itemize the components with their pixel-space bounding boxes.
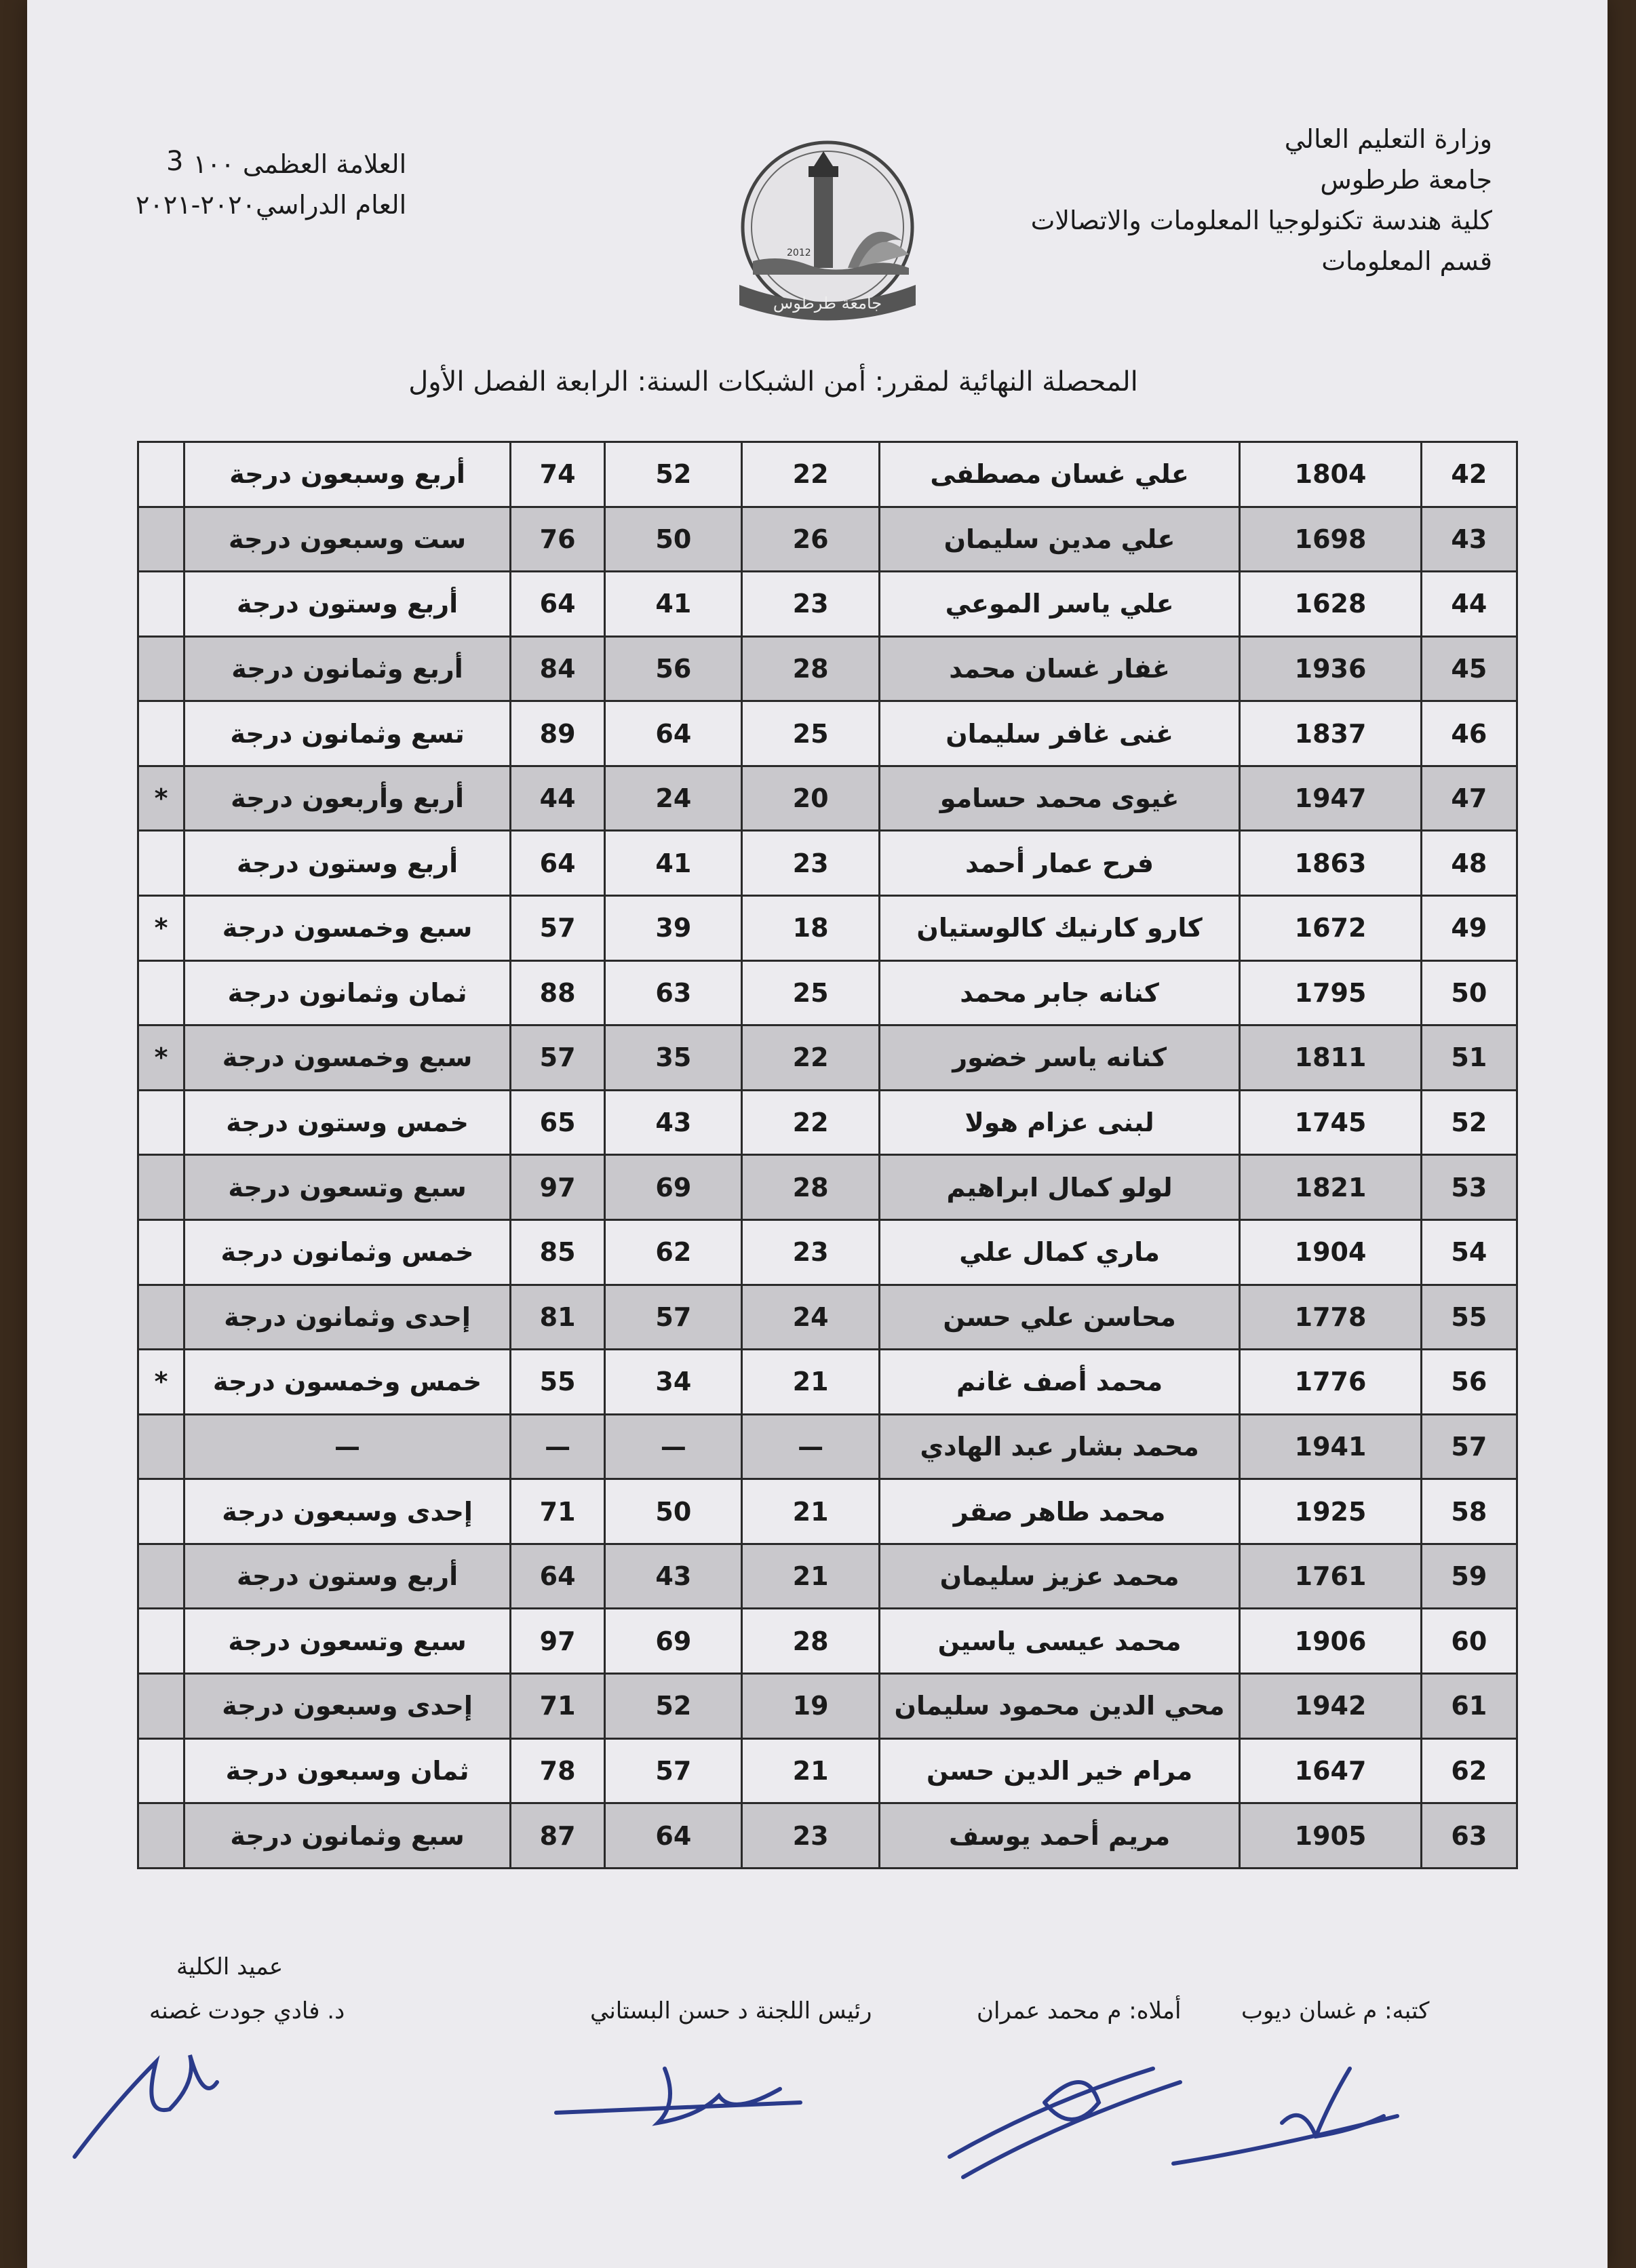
coursework-mark: 22 bbox=[742, 1025, 879, 1091]
table-row bbox=[138, 831, 1517, 896]
row-number: 59 bbox=[1421, 1544, 1517, 1609]
total-mark: 88 bbox=[510, 960, 604, 1025]
row-number: 45 bbox=[1421, 636, 1517, 701]
page-number: 3 bbox=[166, 146, 184, 177]
exam-mark: 57 bbox=[605, 1285, 742, 1350]
written-by: كتبه: م غسان ديوب bbox=[1241, 1997, 1430, 2025]
note-mark bbox=[138, 1803, 184, 1869]
student-id: 1761 bbox=[1240, 1544, 1421, 1609]
table-row bbox=[138, 1609, 1517, 1674]
row-number: 42 bbox=[1421, 442, 1517, 507]
table-row bbox=[138, 442, 1517, 507]
total-in-words: إحدى وسبعون درجة bbox=[184, 1673, 511, 1738]
exam-mark: 41 bbox=[605, 572, 742, 637]
coursework-mark: — bbox=[742, 1414, 879, 1479]
coursework-mark: 21 bbox=[742, 1479, 879, 1544]
table-row bbox=[138, 896, 1517, 961]
total-in-words: أربع وستون درجة bbox=[184, 572, 511, 637]
student-name: غنى غافر سليمان bbox=[879, 701, 1240, 766]
student-name: علي مدين سليمان bbox=[879, 507, 1240, 572]
coursework-mark: 23 bbox=[742, 1803, 879, 1869]
coursework-mark: 22 bbox=[742, 1090, 879, 1155]
total-mark: 85 bbox=[510, 1219, 604, 1285]
note-mark bbox=[138, 572, 184, 637]
total-in-words: خمس وستون درجة bbox=[184, 1090, 511, 1155]
student-name: محمد عزيز سليمان bbox=[879, 1544, 1240, 1609]
table-row bbox=[138, 572, 1517, 637]
student-id: 1795 bbox=[1240, 960, 1421, 1025]
table-row bbox=[138, 1025, 1517, 1091]
row-number: 55 bbox=[1421, 1285, 1517, 1350]
table-row bbox=[138, 1219, 1517, 1285]
total-in-words: سبع وثمانون درجة bbox=[184, 1803, 511, 1869]
total-mark: 55 bbox=[510, 1350, 604, 1415]
row-number: 49 bbox=[1421, 896, 1517, 961]
coursework-mark: 23 bbox=[742, 572, 879, 637]
exam-info bbox=[136, 144, 406, 225]
student-id: 1776 bbox=[1240, 1350, 1421, 1415]
coursework-mark: 28 bbox=[742, 1609, 879, 1674]
logo-year: 2012 bbox=[787, 248, 811, 258]
student-id: 1778 bbox=[1240, 1285, 1421, 1350]
note-mark bbox=[138, 831, 184, 896]
student-name: محاسن علي حسن bbox=[879, 1285, 1240, 1350]
note-mark bbox=[138, 701, 184, 766]
total-mark: 64 bbox=[510, 831, 604, 896]
row-number: 60 bbox=[1421, 1609, 1517, 1674]
student-id: 1647 bbox=[1240, 1738, 1421, 1803]
student-name: كنانه ياسر خضور bbox=[879, 1025, 1240, 1091]
max-mark: العلامة العظمى ١٠٠ bbox=[193, 149, 407, 179]
note-mark: * bbox=[138, 896, 184, 961]
table-row bbox=[138, 1285, 1517, 1350]
note-mark bbox=[138, 1414, 184, 1479]
note-mark bbox=[138, 507, 184, 572]
note-mark: * bbox=[138, 766, 184, 831]
total-in-words: سبع وخمسون درجة bbox=[184, 896, 511, 961]
total-in-words: إحدى وسبعون درجة bbox=[184, 1479, 511, 1544]
note-mark: * bbox=[138, 1025, 184, 1091]
exam-mark: 24 bbox=[605, 766, 742, 831]
row-number: 43 bbox=[1421, 507, 1517, 572]
university-name: جامعة طرطوس bbox=[1320, 165, 1492, 195]
note-mark: * bbox=[138, 1350, 184, 1415]
row-number: 58 bbox=[1421, 1479, 1517, 1544]
row-number: 50 bbox=[1421, 960, 1517, 1025]
coursework-mark: 25 bbox=[742, 960, 879, 1025]
row-number: 63 bbox=[1421, 1803, 1517, 1869]
total-in-words: أربع وستون درجة bbox=[184, 831, 511, 896]
row-number: 53 bbox=[1421, 1155, 1517, 1220]
total-mark: 87 bbox=[510, 1803, 604, 1869]
table-row bbox=[138, 1479, 1517, 1544]
exam-mark: 50 bbox=[605, 1479, 742, 1544]
student-name: كنانه جابر محمد bbox=[879, 960, 1240, 1025]
table-row bbox=[138, 1673, 1517, 1738]
row-number: 62 bbox=[1421, 1738, 1517, 1803]
student-name: محمد بشار عبد الهادي bbox=[879, 1414, 1240, 1479]
coursework-mark: 21 bbox=[742, 1350, 879, 1415]
row-number: 56 bbox=[1421, 1350, 1517, 1415]
student-id: 1837 bbox=[1240, 701, 1421, 766]
student-name: غفار غسان محمد bbox=[879, 636, 1240, 701]
total-in-words: سبع وخمسون درجة bbox=[184, 1025, 511, 1091]
student-name: كارو كارنيك كالوستيان bbox=[879, 896, 1240, 961]
table-row bbox=[138, 1155, 1517, 1220]
academic-year: العام الدراسي٢٠٢٠-٢٠٢١ bbox=[136, 190, 407, 220]
coursework-mark: 24 bbox=[742, 1285, 879, 1350]
student-id: 1811 bbox=[1240, 1025, 1421, 1091]
total-in-words: خمس وخمسون درجة bbox=[184, 1350, 511, 1415]
exam-mark: 41 bbox=[605, 831, 742, 896]
total-mark: 65 bbox=[510, 1090, 604, 1155]
note-mark bbox=[138, 960, 184, 1025]
exam-mark: 64 bbox=[605, 1803, 742, 1869]
coursework-mark: 21 bbox=[742, 1544, 879, 1609]
total-in-words: سبع وتسعون درجة bbox=[184, 1155, 511, 1220]
exam-mark: 62 bbox=[605, 1219, 742, 1285]
total-in-words: ثمان وسبعون درجة bbox=[184, 1738, 511, 1803]
note-mark bbox=[138, 1609, 184, 1674]
coursework-mark: 23 bbox=[742, 831, 879, 896]
student-id: 1698 bbox=[1240, 507, 1421, 572]
dean-title: عميد الكلية bbox=[176, 1953, 284, 1980]
grades-table-body bbox=[138, 442, 1517, 1869]
total-in-words: أربع وستون درجة bbox=[184, 1544, 511, 1609]
total-mark: 71 bbox=[510, 1673, 604, 1738]
table-row bbox=[138, 1544, 1517, 1609]
student-id: 1672 bbox=[1240, 896, 1421, 961]
writer-signature bbox=[1173, 2069, 1397, 2164]
university-logo bbox=[712, 139, 943, 336]
coursework-mark: 28 bbox=[742, 1155, 879, 1220]
total-in-words: أربع وثمانون درجة bbox=[184, 636, 511, 701]
coursework-mark: 22 bbox=[742, 442, 879, 507]
total-in-words: إحدى وثمانون درجة bbox=[184, 1285, 511, 1350]
student-id: 1745 bbox=[1240, 1090, 1421, 1155]
row-number: 44 bbox=[1421, 572, 1517, 637]
student-name: علي غسان مصطفى bbox=[879, 442, 1240, 507]
table-row bbox=[138, 701, 1517, 766]
student-name: مرام خير الدين حسن bbox=[879, 1738, 1240, 1803]
student-name: محمد أصف غانم bbox=[879, 1350, 1240, 1415]
table-row bbox=[138, 1414, 1517, 1479]
exam-mark: 52 bbox=[605, 442, 742, 507]
exam-mark: 56 bbox=[605, 636, 742, 701]
row-number: 57 bbox=[1421, 1414, 1517, 1479]
table-row bbox=[138, 1738, 1517, 1803]
total-in-words: أربع وسبعون درجة bbox=[184, 442, 511, 507]
total-mark: 71 bbox=[510, 1479, 604, 1544]
total-mark: 97 bbox=[510, 1609, 604, 1674]
total-mark: 57 bbox=[510, 896, 604, 961]
student-id: 1804 bbox=[1240, 442, 1421, 507]
note-mark bbox=[138, 1479, 184, 1544]
table-row bbox=[138, 507, 1517, 572]
dictated-by: أملاه: م محمد عمران bbox=[977, 1997, 1182, 2025]
exam-mark: 39 bbox=[605, 896, 742, 961]
total-mark: 97 bbox=[510, 1155, 604, 1220]
student-id: 1904 bbox=[1240, 1219, 1421, 1285]
total-mark: 64 bbox=[510, 1544, 604, 1609]
dictated-signature bbox=[950, 2069, 1180, 2177]
student-id: 1905 bbox=[1240, 1803, 1421, 1869]
total-mark: 74 bbox=[510, 442, 604, 507]
row-number: 54 bbox=[1421, 1219, 1517, 1285]
coursework-mark: 28 bbox=[742, 636, 879, 701]
student-name: لولو كمال ابراهيم bbox=[879, 1155, 1240, 1220]
student-id: 1925 bbox=[1240, 1479, 1421, 1544]
row-number: 61 bbox=[1421, 1673, 1517, 1738]
document-page bbox=[27, 0, 1608, 2268]
student-id: 1941 bbox=[1240, 1414, 1421, 1479]
note-mark bbox=[138, 442, 184, 507]
faculty-name: كلية هندسة تكنولوجيا المعلومات والاتصالات bbox=[1030, 206, 1492, 235]
student-name: علي ياسر الموعي bbox=[879, 572, 1240, 637]
student-name: محمد طاهر صقر bbox=[879, 1479, 1240, 1544]
student-name: ماري كمال علي bbox=[879, 1219, 1240, 1285]
note-mark bbox=[138, 1285, 184, 1350]
student-name: لبنى عزام هولا bbox=[879, 1090, 1240, 1155]
total-in-words: ست وسبعون درجة bbox=[184, 507, 511, 572]
total-in-words: سبع وتسعون درجة bbox=[184, 1609, 511, 1674]
exam-mark: — bbox=[605, 1414, 742, 1479]
coursework-mark: 19 bbox=[742, 1673, 879, 1738]
exam-mark: 52 bbox=[605, 1673, 742, 1738]
row-number: 51 bbox=[1421, 1025, 1517, 1091]
total-mark: 76 bbox=[510, 507, 604, 572]
table-row bbox=[138, 636, 1517, 701]
exam-mark: 43 bbox=[605, 1544, 742, 1609]
total-mark: 78 bbox=[510, 1738, 604, 1803]
total-mark: 89 bbox=[510, 701, 604, 766]
student-id: 1863 bbox=[1240, 831, 1421, 896]
note-mark bbox=[138, 1090, 184, 1155]
student-name: غيوى محمد حسامو bbox=[879, 766, 1240, 831]
logo-text: جامعة طرطوس bbox=[773, 294, 882, 313]
table-row bbox=[138, 1350, 1517, 1415]
department-name: قسم المعلومات bbox=[1321, 246, 1492, 276]
table-row bbox=[138, 960, 1517, 1025]
note-mark bbox=[138, 1738, 184, 1803]
institution-header bbox=[1031, 119, 1492, 281]
exam-mark: 64 bbox=[605, 701, 742, 766]
note-mark bbox=[138, 1155, 184, 1220]
student-name: فرح عمار أحمد bbox=[879, 831, 1240, 896]
ministry-name: وزارة التعليم العالي bbox=[1284, 124, 1492, 154]
coursework-mark: 25 bbox=[742, 701, 879, 766]
student-id: 1906 bbox=[1240, 1609, 1421, 1674]
exam-mark: 69 bbox=[605, 1155, 742, 1220]
coursework-mark: 21 bbox=[742, 1738, 879, 1803]
exam-mark: 57 bbox=[605, 1738, 742, 1803]
coursework-mark: 20 bbox=[742, 766, 879, 831]
student-id: 1821 bbox=[1240, 1155, 1421, 1220]
exam-mark: 43 bbox=[605, 1090, 742, 1155]
exam-mark: 50 bbox=[605, 507, 742, 572]
note-mark bbox=[138, 1219, 184, 1285]
total-mark: 44 bbox=[510, 766, 604, 831]
table-row bbox=[138, 1803, 1517, 1869]
table-row bbox=[138, 1090, 1517, 1155]
row-number: 48 bbox=[1421, 831, 1517, 896]
student-id: 1947 bbox=[1240, 766, 1421, 831]
total-mark: 64 bbox=[510, 572, 604, 637]
exam-mark: 63 bbox=[605, 960, 742, 1025]
coursework-mark: 26 bbox=[742, 507, 879, 572]
student-id: 1936 bbox=[1240, 636, 1421, 701]
total-in-words: — bbox=[184, 1414, 511, 1479]
document-subtitle: المحصلة النهائية لمقرر: أمن الشبكات السنة: الرابعة الفصل الأول bbox=[408, 366, 1138, 397]
note-mark bbox=[138, 1673, 184, 1738]
row-number: 47 bbox=[1421, 766, 1517, 831]
exam-mark: 35 bbox=[605, 1025, 742, 1091]
chair-signature bbox=[556, 2069, 800, 2123]
student-name: محي الدين محمود سليمان bbox=[879, 1673, 1240, 1738]
exam-mark: 34 bbox=[605, 1350, 742, 1415]
row-number: 52 bbox=[1421, 1090, 1517, 1155]
coursework-mark: 18 bbox=[742, 896, 879, 961]
coursework-mark: 23 bbox=[742, 1219, 879, 1285]
row-number: 46 bbox=[1421, 701, 1517, 766]
dean-name: د. فادي جودت غصنه bbox=[149, 1997, 345, 2025]
table-row bbox=[138, 766, 1517, 831]
handwritten-signatures bbox=[27, 2021, 1608, 2197]
total-in-words: تسع وثمانون درجة bbox=[184, 701, 511, 766]
student-name: مريم أحمد يوسف bbox=[879, 1803, 1240, 1869]
committee-chair: رئيس اللجنة د حسن البستاني bbox=[590, 1997, 872, 2025]
total-in-words: خمس وثمانون درجة bbox=[184, 1219, 511, 1285]
total-mark: 57 bbox=[510, 1025, 604, 1091]
student-id: 1942 bbox=[1240, 1673, 1421, 1738]
grades-table bbox=[137, 441, 1518, 1869]
note-mark bbox=[138, 636, 184, 701]
total-mark: — bbox=[510, 1414, 604, 1479]
total-mark: 81 bbox=[510, 1285, 604, 1350]
total-in-words: أربع وأربعون درجة bbox=[184, 766, 511, 831]
dean-signature bbox=[75, 2055, 217, 2157]
total-mark: 84 bbox=[510, 636, 604, 701]
exam-mark: 69 bbox=[605, 1609, 742, 1674]
student-id: 1628 bbox=[1240, 572, 1421, 637]
total-in-words: ثمان وثمانون درجة bbox=[184, 960, 511, 1025]
student-name: محمد عيسى ياسين bbox=[879, 1609, 1240, 1674]
note-mark bbox=[138, 1544, 184, 1609]
